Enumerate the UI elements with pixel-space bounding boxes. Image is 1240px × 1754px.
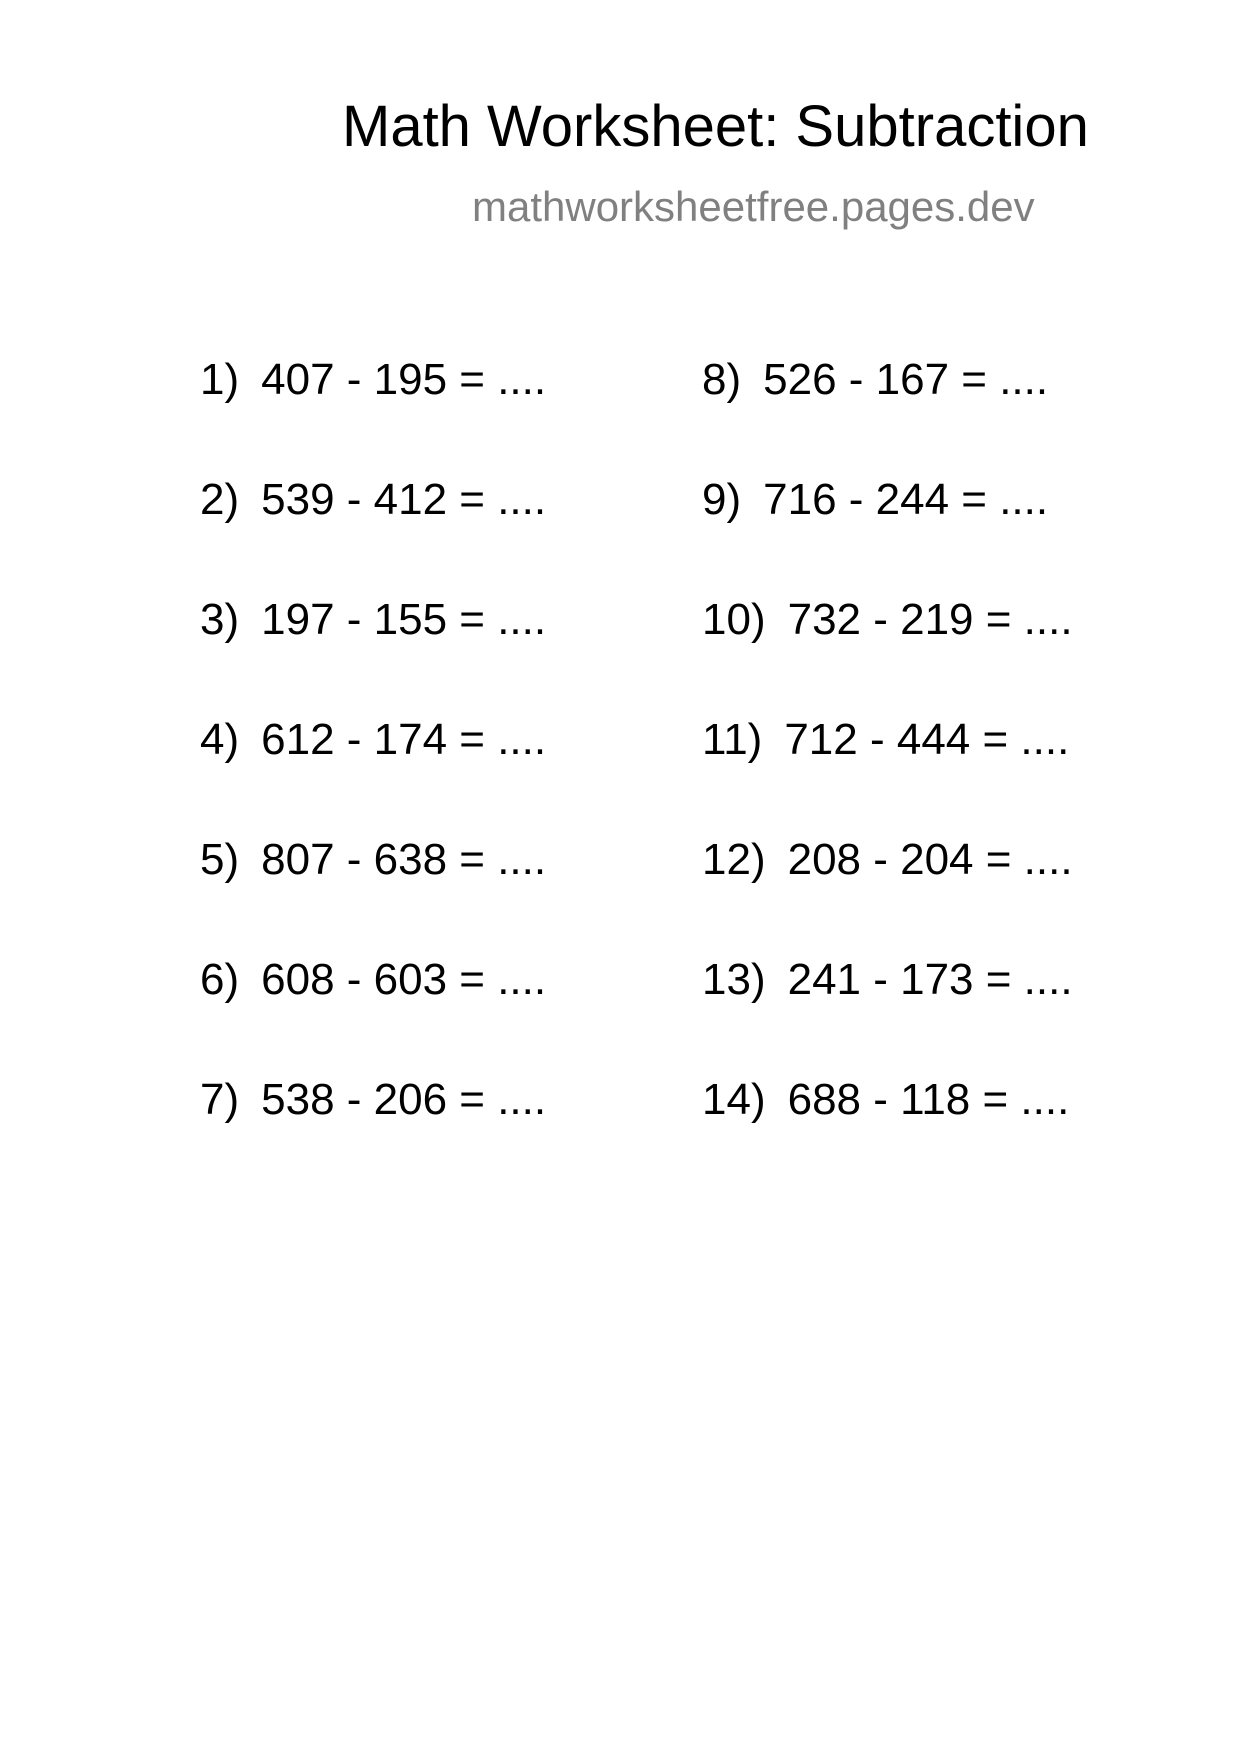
problem-item	[702, 595, 1073, 644]
problem-number: 1)	[200, 355, 240, 404]
problem-expression: 208 - 204 = ....	[787, 835, 1073, 884]
problem-number: 2)	[200, 475, 240, 524]
problem-expression: 732 - 219 = ....	[787, 595, 1073, 644]
problem-item	[200, 715, 547, 764]
problem-expression: 539 - 412 = ....	[261, 475, 547, 524]
website-url: mathworksheetfree.pages.dev	[472, 183, 1035, 230]
problem-item	[702, 355, 1049, 404]
problem-number: 12)	[702, 835, 766, 884]
problem-item	[200, 475, 547, 524]
problem-expression: 716 - 244 = ....	[763, 475, 1049, 524]
problem-expression: 197 - 155 = ....	[261, 595, 547, 644]
problem-number: 6)	[200, 955, 240, 1004]
problem-item	[702, 835, 1073, 884]
problem-expression: 688 - 118 = ....	[787, 1075, 1070, 1124]
problem-number: 8)	[702, 355, 742, 404]
problem-number: 10)	[702, 595, 766, 644]
problem-number: 3)	[200, 595, 240, 644]
problem-item	[200, 355, 547, 404]
problem-number: 11)	[702, 715, 763, 764]
problem-number: 4)	[200, 715, 240, 764]
problem-number: 5)	[200, 835, 240, 884]
problem-expression: 807 - 638 = ....	[261, 835, 547, 884]
problem-expression: 526 - 167 = ....	[763, 355, 1049, 404]
problem-item	[702, 715, 1070, 764]
problem-expression: 538 - 206 = ....	[261, 1075, 547, 1124]
problem-item	[702, 1075, 1070, 1124]
problem-number: 13)	[702, 955, 766, 1004]
problem-expression: 407 - 195 = ....	[261, 355, 547, 404]
problem-expression: 712 - 444 = ....	[784, 715, 1070, 764]
problem-number: 9)	[702, 475, 742, 524]
problem-expression: 612 - 174 = ....	[261, 715, 547, 764]
problem-number: 14)	[702, 1075, 766, 1124]
problem-item	[702, 475, 1049, 524]
problem-expression: 608 - 603 = ....	[261, 955, 547, 1004]
problem-expression: 241 - 173 = ....	[787, 955, 1073, 1004]
problem-item	[200, 595, 547, 644]
problem-item	[200, 1075, 547, 1124]
problem-item	[702, 955, 1073, 1004]
problem-item	[200, 955, 547, 1004]
problem-item	[200, 835, 547, 884]
worksheet-title: Math Worksheet: Subtraction	[342, 94, 1089, 159]
problem-number: 7)	[200, 1075, 240, 1124]
